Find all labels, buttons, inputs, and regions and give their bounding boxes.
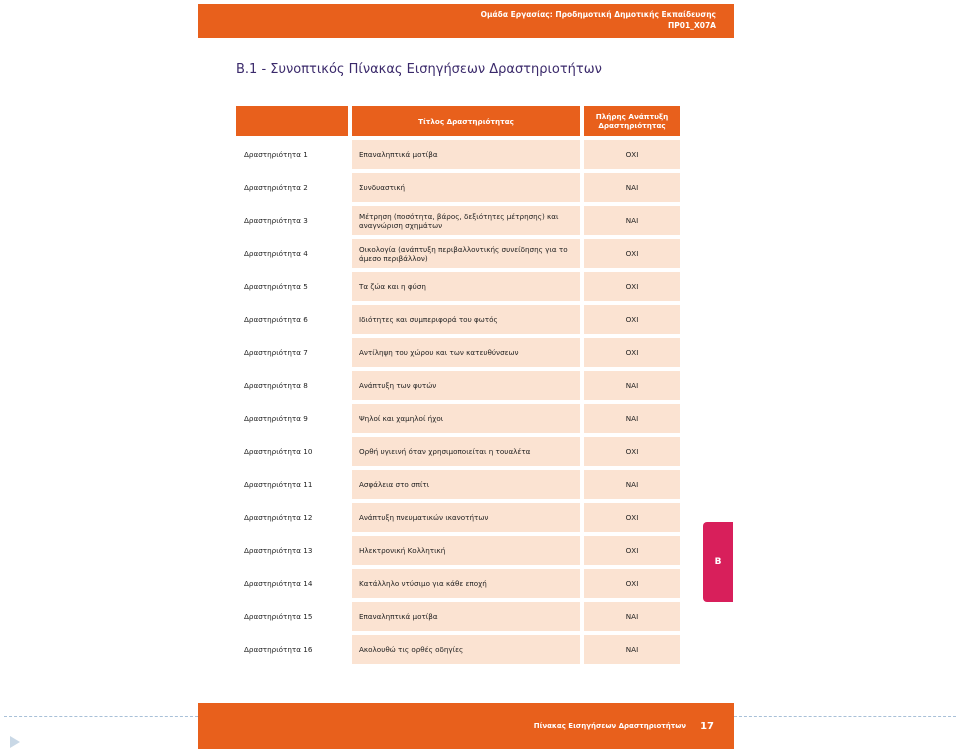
title-cell: Οικολογία (ανάπτυξη περιβαλλοντικής συνείδησης για το άμεσο περιβάλλον) [352,239,580,268]
table-body [236,140,680,664]
activity-cell: Δραστηριότητα 15 [236,602,348,631]
table-row [236,371,680,400]
full-development-cell: ΟΧΙ [584,272,680,301]
activities-table [236,106,680,664]
activity-cell: Δραστηριότητα 7 [236,338,348,367]
title-cell: Ιδιότητες και συμπεριφορά του φωτός [352,305,580,334]
title-cell: Ψηλοί και χαμηλοί ήχοι [352,404,580,433]
title-cell: Ανάπτυξη των φυτών [352,371,580,400]
title-cell: Επαναληπτικά μοτίβα [352,602,580,631]
full-development-cell: ΟΧΙ [584,338,680,367]
table-row [236,404,680,433]
full-development-cell: ΟΧΙ [584,140,680,169]
full-development-cell: ΟΧΙ [584,437,680,466]
full-development-cell: ΟΧΙ [584,503,680,532]
full-development-cell: ΝΑΙ [584,404,680,433]
table-header-row [236,106,680,136]
title-cell: Αντίληψη του χώρου και των κατευθύνσεων [352,338,580,367]
section-title: B.1 - Συνοπτικός Πίνακας Εισηγήσεων Δραστηριοτήτων [236,62,602,77]
table-row [236,305,680,334]
activity-cell: Δραστηριότητα 6 [236,305,348,334]
page-number: 17 [700,720,714,732]
header-full-development: Πλήρης Ανάπτυξη Δραστηριότητας [584,106,680,136]
section-tab[interactable]: Β [703,522,733,602]
title-cell: Επαναληπτικά μοτίβα [352,140,580,169]
title-cell: Τα ζώα και η φύση [352,272,580,301]
title-cell: Ακολουθώ τις ορθές οδηγίες [352,635,580,664]
table-row [236,206,680,235]
header-activity [236,106,348,136]
title-cell: Ανάπτυξη πνευματικών ικανοτήτων [352,503,580,532]
table-row [236,635,680,664]
activity-cell: Δραστηριότητα 14 [236,569,348,598]
title-cell: Ηλεκτρονική Κολλητική [352,536,580,565]
table-row [236,602,680,631]
activity-cell: Δραστηριότητα 11 [236,470,348,499]
table-row [236,173,680,202]
table-row [236,140,680,169]
title-cell: Ορθή υγιεινή όταν χρησιμοποιείται η τουαλέτα [352,437,580,466]
table-row [236,272,680,301]
footer-text: Πίνακας Εισηγήσεων Δραστηριοτήτων [533,722,687,730]
activity-cell: Δραστηριότητα 9 [236,404,348,433]
table-row [236,470,680,499]
title-cell: Συνδυαστική [352,173,580,202]
activity-cell: Δραστηριότητα 3 [236,206,348,235]
table-row [236,338,680,367]
full-development-cell: ΟΧΙ [584,239,680,268]
table-row [236,569,680,598]
title-cell: Κατάλληλο ντύσιμο για κάθε εποχή [352,569,580,598]
full-development-cell: ΝΑΙ [584,173,680,202]
table-row [236,239,680,268]
header-line-2: ΠΡ01_Χ07Α [668,21,716,30]
activity-cell: Δραστηριότητα 2 [236,173,348,202]
activity-cell: Δραστηριότητα 1 [236,140,348,169]
title-cell: Ασφάλεια στο σπίτι [352,470,580,499]
header-line-1: Ομάδα Εργασίας: Προδημοτική Δημοτικής Εκπαίδευσης [480,10,716,19]
full-development-cell: ΝΑΙ [584,470,680,499]
slide-divider-right [734,716,956,717]
activity-cell: Δραστηριότητα 16 [236,635,348,664]
activity-cell: Δραστηριότητα 10 [236,437,348,466]
title-cell: Μέτρηση (ποσότητα, βάρος, δεξιότητες μέτρησης) και αναγνώριση σχημάτων [352,206,580,235]
table-row [236,437,680,466]
table-row [236,536,680,565]
page-footer [198,703,734,749]
page-header [198,4,734,38]
activity-cell: Δραστηριότητα 8 [236,371,348,400]
slide-divider-left [4,716,198,717]
full-development-cell: ΟΧΙ [584,569,680,598]
play-arrow-icon[interactable] [10,736,20,748]
full-development-cell: ΟΧΙ [584,305,680,334]
full-development-cell: ΝΑΙ [584,602,680,631]
activity-cell: Δραστηριότητα 13 [236,536,348,565]
full-development-cell: ΝΑΙ [584,371,680,400]
activity-cell: Δραστηριότητα 4 [236,239,348,268]
table-row [236,503,680,532]
activity-cell: Δραστηριότητα 5 [236,272,348,301]
full-development-cell: ΟΧΙ [584,536,680,565]
full-development-cell: ΝΑΙ [584,206,680,235]
activity-cell: Δραστηριότητα 12 [236,503,348,532]
header-title: Τίτλος Δραστηριότητας [352,106,580,136]
full-development-cell: ΝΑΙ [584,635,680,664]
